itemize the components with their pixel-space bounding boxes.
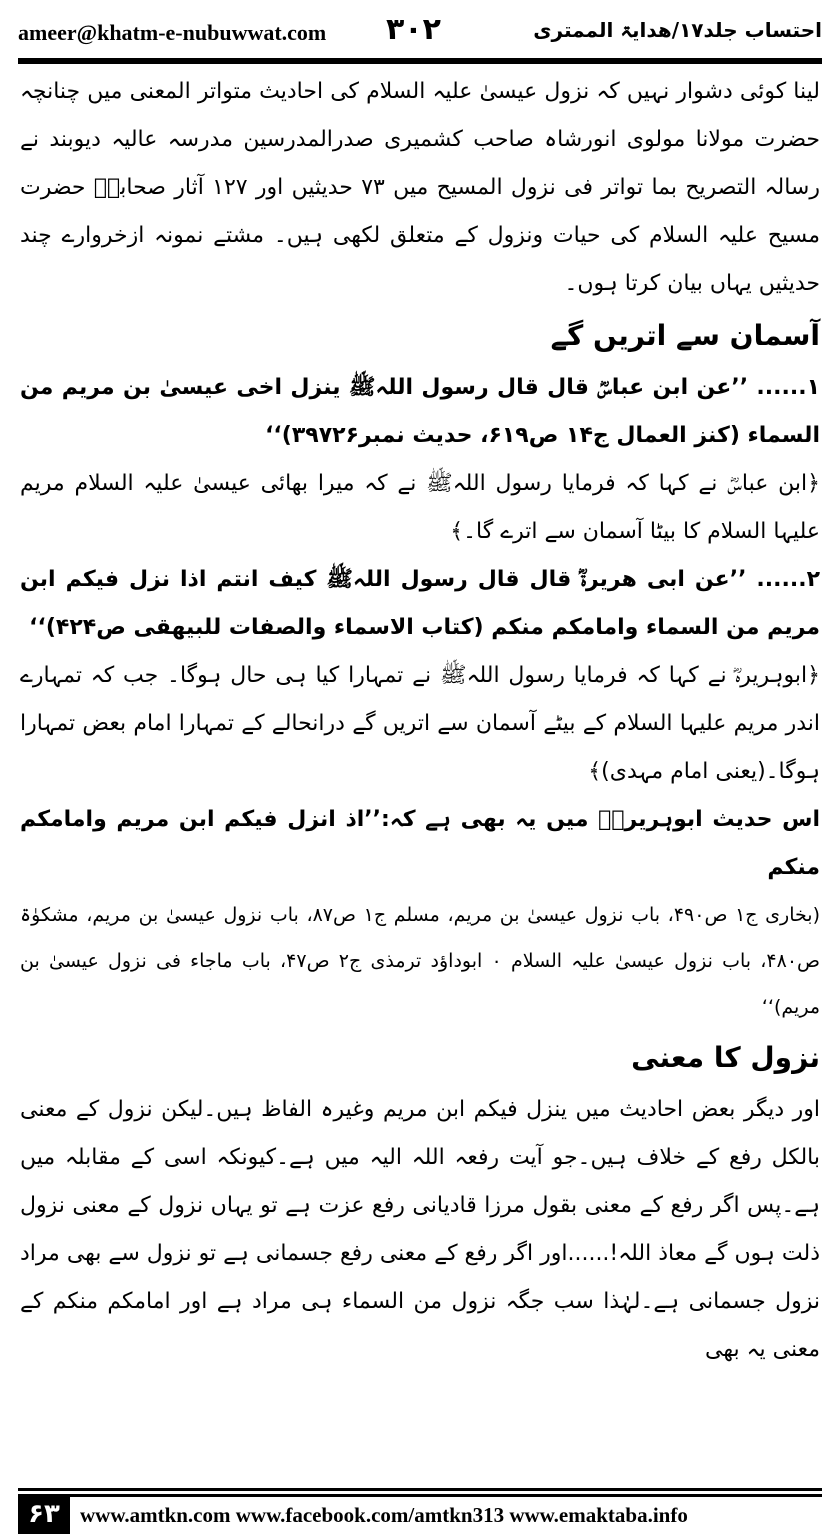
hadith-1-translation: ﴿ابن عباسؓ نے کہا کہ فرمایا رسول اللہﷺ نے کہ میرا بھائی عیسیٰ علیہ السلام مریم علیہا السلام کا بیٹا آسمان سے اترے گا۔﴾ (20, 471, 820, 544)
footer-links-bar (70, 1494, 822, 1537)
paragraph-intro: لینا کوئی دشوار نہیں کہ نزول عیسیٰ علیہ السلام کی احادیث متواتر المعنی میں چنانچہ حضرت مولانا مولوی انورشاہ صاحب کشمیری صدرالمدرسین مدرسہ عالیہ دیوبند نے رسالہ التصریح بما تواتر فی نزول المسیح میں ۷۳ حدیثیں اور ۱۲۷ آثار صحابہؓ حضرت مسیح علیہ السلام کی حیات ونزول کے متعلق لکھی ہیں۔ مشتے نمونہ ازخروارے چند حدیثیں یہاں بیان کرتا ہوں۔ (20, 79, 820, 296)
hadith-2-translation: ﴿ابوہریرہؓ نے کہا کہ فرمایا رسول اللہﷺ نے تمہارا کیا ہی حال ہوگا۔ جب کہ تمہارے اندر مریم علیہا السلام کے بیٹے آسمان سے اتریں گے درانحالے کے تمہارا امام بعض تمہارا ہوگا۔(یعنی امام مہدی)﴾ (20, 663, 820, 784)
hadith-2-arabic: ۲...... ’’عن ابی ھریرۃؓ قال قال رسول اللہﷺ کیف انتم اذا نزل فیکم ابن مریم من السماء وامامکم منکم (کتاب الاسماء والصفات للبیھقی ص۴۲۴)‘‘ (20, 567, 820, 640)
header-page-number: ۳۰۲ (386, 12, 441, 47)
paragraph-meaning: اور دیگر بعض احادیث میں ینزل فیکم ابن مریم وغیرہ الفاظ ہیں۔لیکن نزول کے معنی بالکل رفع کے خلاف ہیں۔جو آیت رفعہ اللہ الیہ میں ہے۔کیونکہ اسی کے مقابلہ میں ہے۔پس اگر رفع کے معنی بقول مرزا قادیانی رفع عزت ہے تو یہاں نزول کے معنی نزول ذلت ہوں گے معاذ اللہ!......اور اگر رفع کے معنی رفع جسمانی ہے تو نزول سے بھی مراد نزول جسمانی ہے۔لہٰذا سب جگہ نزول من السماء ہی مراد ہے اور امامکم منکم کے معنی یہ بھی (20, 1097, 820, 1362)
footer-links[interactable]: www.amtkn.com www.facebook.com/amtkn313 www.emaktaba.info (80, 1503, 688, 1527)
heading-meaning: نزول کا معنی (631, 1041, 820, 1074)
heading-descend: آسمان سے اتریں گے (550, 319, 820, 352)
hadith-1-arabic: ۱...... ’’عن ابن عباسؓ قال قال رسول اللہﷺ ینزل اخی عیسیٰ بن مریم من السماء (کنز العمال ج۱۴ ص۶۱۹، حدیث نمبر۳۹۷۲۶)‘‘ (20, 375, 820, 448)
references: (بخاری ج۱ ص۴۹۰، باب نزول عیسیٰ بن مریم، مسلم ج۱ ص۸۷، باب نزول عیسیٰ بن مریم، مشکوٰۃ ص۴۸۰، باب نزول عیسیٰ علیہ السلام ۰ ابوداؤد ترمذی ج۲ ص۴۷، باب ماجاء فی نزول عیسیٰ بن مریم)‘‘ (20, 904, 821, 1018)
footer-page-number: ۶۳ (18, 1494, 70, 1534)
header-rule (18, 58, 822, 64)
paragraph-hadith-note: اس حدیث ابوہریرہؓ میں یہ بھی ہے کہ:’’اذ انزل فیکم ابن مریم وامامکم منکم (20, 807, 820, 880)
footer-rule (18, 1488, 822, 1491)
page-body (20, 68, 820, 1374)
header-email: ameer@khatm-e-nubuwwat.com (18, 20, 327, 45)
page-header (18, 14, 822, 54)
header-title: احتساب جلد۱۷/ھدایۃ الممتری (533, 18, 822, 42)
